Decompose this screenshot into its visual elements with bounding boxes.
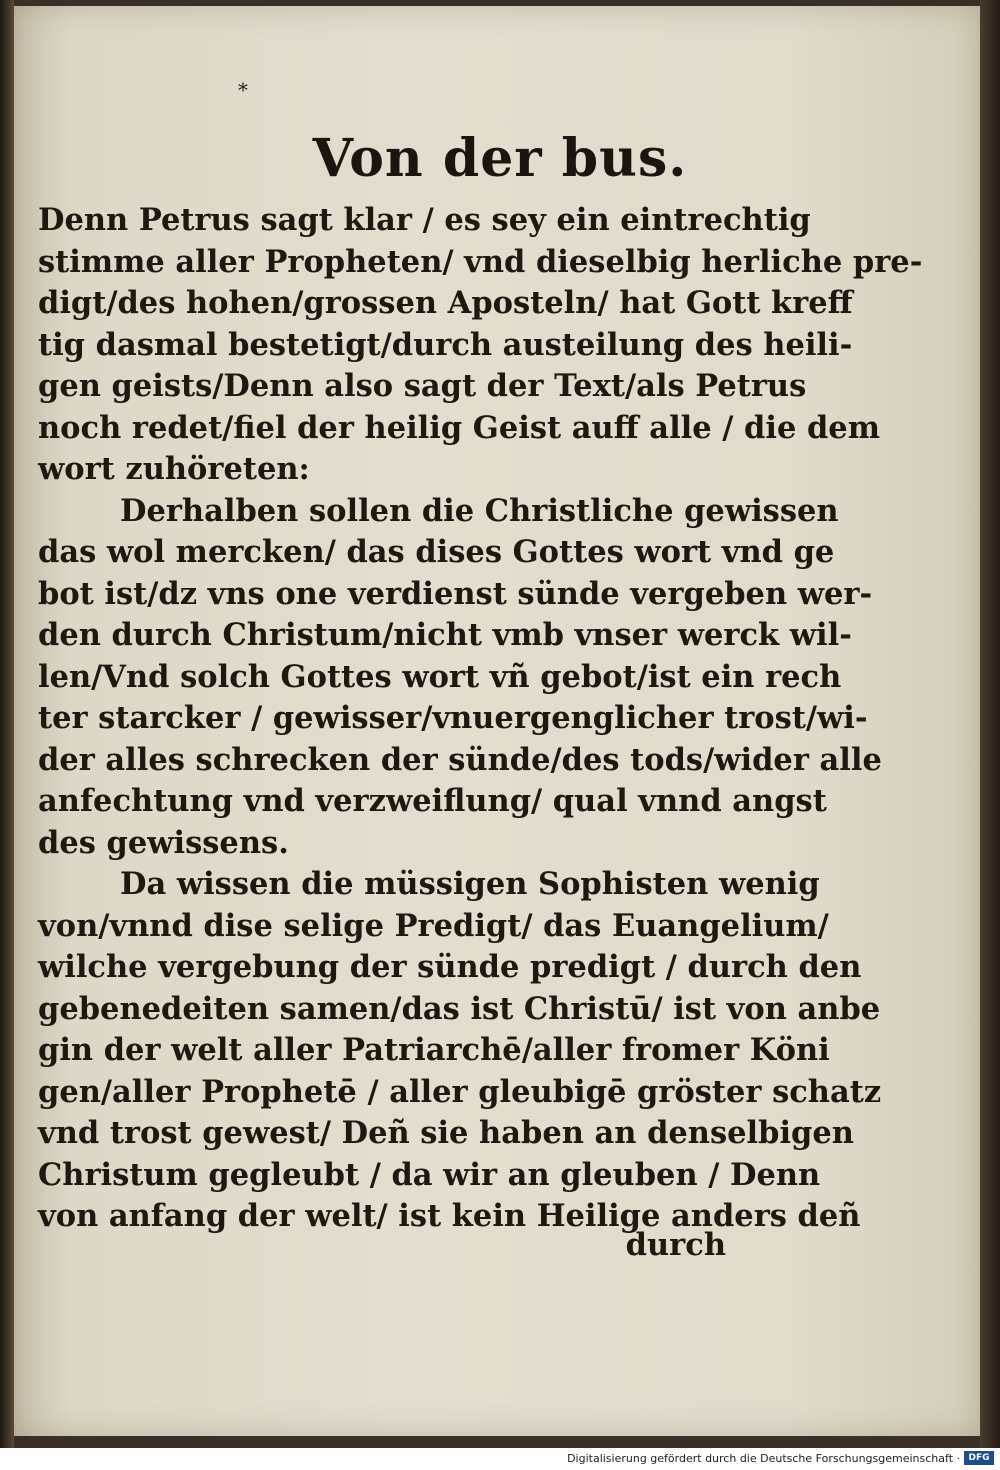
catchword: durch [625, 1227, 726, 1263]
footer-credit: Digitalisierung gefördert durch die Deutsche Forschungsgemeinschaft · [567, 1452, 960, 1465]
text-line: den durch Christum/nicht vmb vnser werck wil- [38, 617, 852, 653]
text-line: Denn Petrus sagt klar / es sey ein eintrechtig [38, 202, 811, 238]
dfg-logo: DFG [964, 1451, 994, 1465]
text-line: tig dasmal bestetigt/durch austeilung des heili- [38, 326, 853, 363]
footer-bar [0, 1448, 1000, 1470]
text-line: Christum gegleubt / da wir an gleuben / Denn [38, 1156, 821, 1193]
text-line: gen/aller Prophetē / aller gleubigē gröster schatz [38, 1073, 882, 1110]
book-right-edge [980, 0, 1000, 1448]
text-line: wort zuhöreten: [38, 451, 310, 487]
text-line: von anfang der welt/ ist kein Heilige anders deñ [38, 1198, 861, 1234]
text-line: ter starcker / gewisser/vnuergenglicher trost/wi- [38, 700, 868, 736]
text-line: anfechtung vnd verzweiflung/ qual vnnd angst [38, 783, 827, 819]
text-line: gebenedeiten samen/das ist Christū/ ist von anbe [38, 990, 881, 1027]
text-line: der alles schrecken der sünde/des tods/wider alle [38, 741, 882, 778]
text-block [38, 200, 923, 1238]
text-line: digt/des hohen/grossen Aposteln/ hat Gott kreff [38, 285, 853, 321]
text-line: bot ist/dz vns one verdienst sünde vergeben wer- [38, 575, 873, 612]
text-line: das wol mercken/ das dises Gottes wort vnd ge [38, 534, 835, 570]
text-line: wilche vergebung der sünde predigt / durch den [38, 949, 862, 985]
text-line: len/Vnd solch Gottes wort vñ gebot/ist ein rech [38, 658, 842, 695]
text-line: stimme aller Propheten/ vnd dieselbig herliche pre- [38, 243, 923, 280]
running-head: Von der bus. [312, 128, 688, 189]
book-spine-edge [0, 0, 14, 1448]
ink-mark: * [238, 78, 248, 102]
text-line: noch redet/fiel der heilig Geist auff alle / die dem [38, 409, 880, 446]
text-line: von/vnnd dise selige Predigt/ das Euangelium/ [38, 907, 829, 944]
text-line: Derhalben sollen die Christliche gewissen [120, 492, 839, 529]
text-line: gin der welt aller Patriarchē/aller fromer Köni [38, 1032, 830, 1068]
text-line: Da wissen die müssigen Sophisten wenig [120, 866, 820, 902]
text-line: des gewissens. [38, 824, 289, 861]
text-line: gen geists/Denn also sagt der Text/als Petrus [38, 368, 807, 404]
text-line: vnd trost gewest/ Deñ sie haben an denselbigen [38, 1115, 854, 1151]
